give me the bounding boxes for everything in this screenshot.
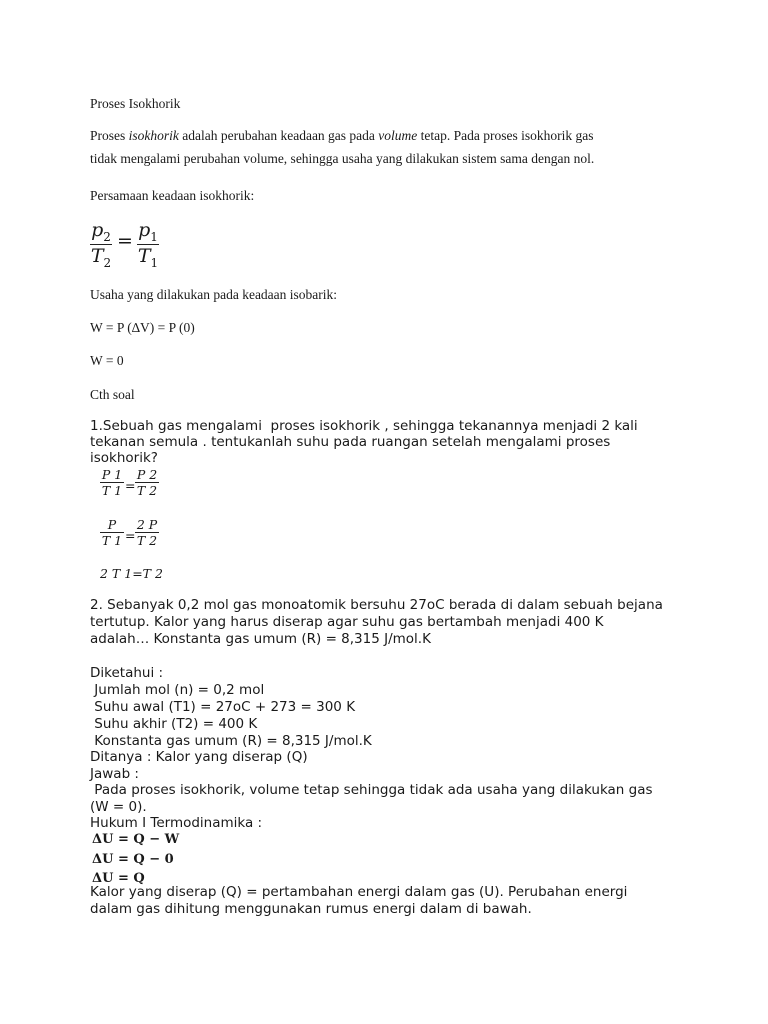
soal1-f2-frac-b [135,517,159,548]
frac-den: T [90,244,104,267]
intro-line-1 [90,127,594,144]
soal1-f2-frac-a [100,517,124,548]
intro-line-2: tidak mengalami perubahan volume, sehingga usaha yang dilakukan sistem sama dengan nol. [90,151,595,166]
kalor-line-1: Kalor yang diserap (Q) = pertambahan energi dalam gas (U). Perubahan energi [90,884,628,900]
usaha-label: Usaha yang dilakukan pada keadaan isobarik: [90,287,338,302]
w-equation-2: W = 0 [90,353,124,368]
intro-text-c: tetap. Pada proses isokhorik gas [417,128,594,143]
soal1-f1-frac-a [100,467,124,498]
hukum-equation: ΔU = Q [92,871,145,886]
soal1-f1-frac-b [135,467,159,498]
formula-frac-left [90,219,112,270]
soal1-line-2: tekanan semula . tentukanlah suhu pada ruangan setelah mengalami proses [90,434,611,450]
diketahui-item: Suhu akhir (T2) = 400 K [90,716,258,732]
jawab-line-2: (W = 0). [90,799,147,815]
frac-num: P [107,517,117,532]
diketahui-label: Diketahui : [90,665,164,681]
intro-em-volume: volume [378,128,418,143]
formula-frac-right [137,219,159,270]
frac-den: T 1 [101,533,123,548]
frac-num: p [91,219,104,241]
frac-den-sub: 1 [150,255,159,270]
jawab-line-1: Pada proses isokhorik, volume tetap sehingga tidak ada usaha yang dilakukan gas [90,782,653,798]
frac-num-sub: 1 [150,229,158,244]
frac-num: P 2 [136,467,158,482]
soal2-line-1: 2. Sebanyak 0,2 mol gas monoatomik bersuhu 27oC berada di dalam sebuah bejana [90,597,663,613]
diketahui-item: Konstanta gas umum (R) = 8,315 J/mol.K [90,733,372,749]
soal2-line-3: adalah… Konstanta gas umum (R) = 8,315 J/mol.K [90,631,431,647]
soal1-line-3: isokhorik? [90,450,158,466]
intro-text-b: adalah perubahan keadaan gas pada [178,128,379,143]
frac-num-sub: 2 [103,229,111,244]
frac-den-sub: 2 [103,255,112,270]
frac-den: T 2 [136,533,158,548]
hukum-label: Hukum I Termodinamika : [90,815,263,831]
page-title: Proses Isokhorik [90,96,181,111]
frac-den: T 1 [101,483,123,498]
frac-num: 2 P [136,517,158,532]
equals-sign: = [117,230,133,252]
hukum-equation: ΔU = Q − 0 [92,852,174,867]
hukum-equation: ΔU = Q − W [92,832,180,847]
cth-soal-heading: Cth soal [90,387,135,402]
intro-em-isokhorik: isokhorik [128,128,179,143]
jawab-label: Jawab : [90,766,139,782]
diketahui-item: Jumlah mol (n) = 0,2 mol [90,682,265,698]
diketahui-item: Suhu awal (T1) = 27oC + 273 = 300 K [90,699,356,715]
soal1-f3: 2 T 1=T 2 [100,566,163,581]
persamaan-label: Persamaan keadaan isokhorik: [90,188,255,203]
equals-sign: = [125,478,136,493]
frac-num: P 1 [101,467,123,482]
intro-text-a: Proses [90,128,129,143]
equals-sign: = [125,528,136,543]
ditanya-line: Ditanya : Kalor yang diserap (Q) [90,749,308,765]
frac-num: p [138,219,151,241]
frac-den: T [137,244,151,267]
frac-den: T 2 [136,483,158,498]
kalor-line-2: dalam gas dihitung menggunakan rumus energi dalam di bawah. [90,901,532,917]
soal1-line-1: 1.Sebuah gas mengalami proses isokhorik , sehingga tekanannya menjadi 2 kali [90,418,638,434]
w-equation-1: W = P (∆V) = P (0) [90,320,195,335]
soal2-line-2: tertutup. Kalor yang harus diserap agar suhu gas bertambah menjadi 400 K [90,614,604,630]
